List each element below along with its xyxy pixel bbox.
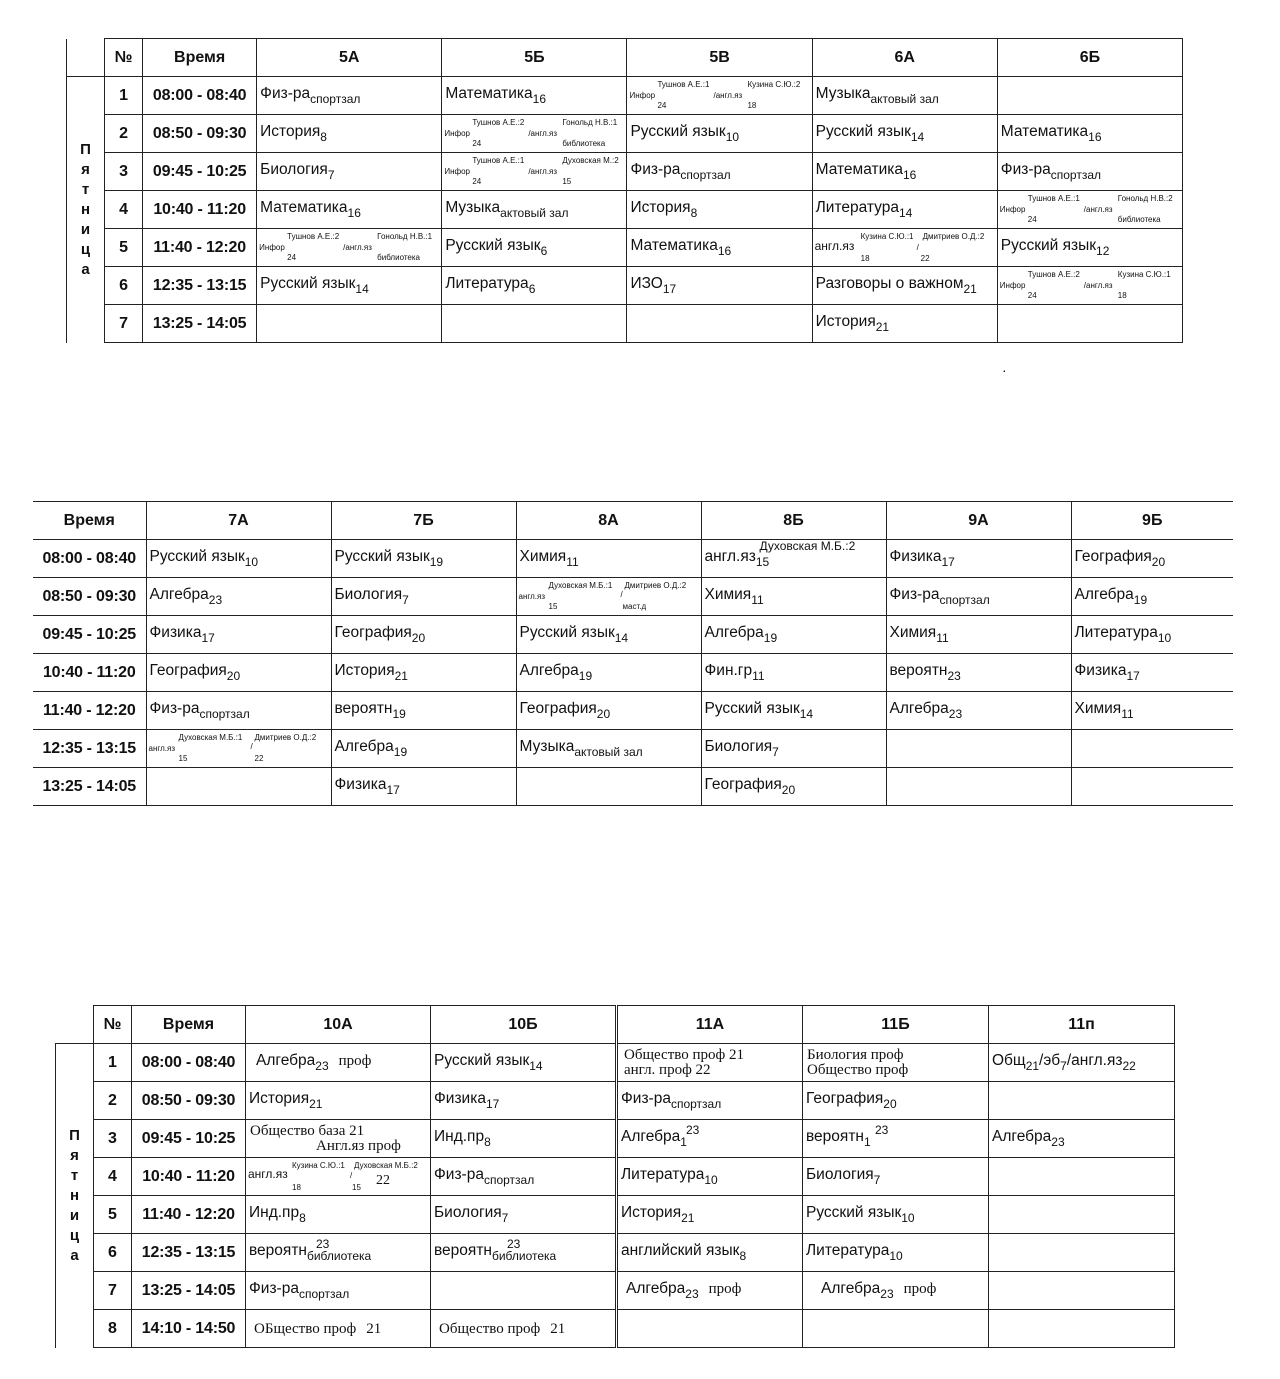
table-row [56, 1234, 1175, 1272]
split-lesson-cell: Тушнов А.Е.:2 Гонольд Н.В.:1 Инфор /англ.яз 24 библиотека [442, 115, 627, 153]
split-lesson-cell: Тушнов А.Е.:2 Гонольд Н.В.:1 Инфор /англ.яз 24 библиотека [257, 229, 442, 267]
header-row [33, 502, 1233, 540]
lesson-cell: Русский язык$_{10}$ [627, 115, 812, 153]
col-header-time: Время [132, 1006, 246, 1044]
lesson-time: 10:40 - 11:20 [132, 1158, 246, 1196]
lesson-cell: Русский язык$_{14}$ [431, 1044, 617, 1082]
col-header-time: Время [33, 502, 146, 540]
col-header-time: Время [143, 39, 257, 77]
split-lesson-cell: Тушнов А.Е.:1 Гонольд Н.В.:2 Инфор /англ.яз 24 библиотека [997, 191, 1182, 229]
table-row [33, 768, 1233, 806]
split-lesson-cell: Кузина С.Ю.:1 Духовская М.Б.:2 англ.яз / 18 15 22 [246, 1158, 431, 1196]
lesson-time: 13:25 - 14:05 [143, 305, 257, 343]
lesson-cell: История$_8$ [627, 191, 812, 229]
lesson-cell: Математика$_{16}$ [627, 229, 812, 267]
lesson-number: 7 [105, 305, 143, 343]
lesson-cell: Алгебра$_{23}$ [146, 578, 331, 616]
empty-cell [431, 1272, 617, 1310]
lesson-time: 10:40 - 11:20 [33, 654, 146, 692]
empty-cell [803, 1310, 989, 1348]
empty-cell [997, 305, 1182, 343]
table-row [67, 267, 1183, 305]
lesson-cell: Физ-$ра_{спортзал}$ [617, 1082, 803, 1120]
lesson-cell: Биология проф Общество проф [803, 1044, 989, 1082]
lesson-cell: Математика$_{16}$ [997, 115, 1182, 153]
lesson-cell: Физика$_{17}$ [886, 540, 1071, 578]
lesson-cell: Русский язык$_{14}$ [257, 267, 442, 305]
empty-cell [257, 305, 442, 343]
split-lesson-cell: Тушнов А.Е.:2 Кузина С.Ю.:1 Инфор /англ.яз 24 18 [997, 267, 1182, 305]
lesson-cell: Физ-$ра_{спортзал}$ [997, 153, 1182, 191]
empty-cell [989, 1234, 1175, 1272]
lesson-cell: Биология$_7$ [431, 1196, 617, 1234]
lesson-cell: Музыка$_{актовый зал}$ [442, 191, 627, 229]
lesson-cell: Русский язык$_{14}$ [812, 115, 997, 153]
lesson-cell: Русский язык$_{14}$ [516, 616, 701, 654]
table-row [67, 191, 1183, 229]
empty-cell [1071, 730, 1233, 768]
col-header-11b: 11Б [803, 1006, 989, 1044]
lesson-time: 13:25 - 14:05 [33, 768, 146, 806]
lesson-cell: Химия$_{11}$ [516, 540, 701, 578]
table-row [56, 1044, 1175, 1082]
col-header-10a: 10А [246, 1006, 431, 1044]
lesson-number: 6 [105, 267, 143, 305]
lesson-time: 08:00 - 08:40 [33, 540, 146, 578]
lesson-cell: Физика$_{17}$ [431, 1082, 617, 1120]
lesson-time: 08:00 - 08:40 [143, 77, 257, 115]
lesson-cell: Физ-$ра_{спортзал}$ [257, 77, 442, 115]
table-row [67, 305, 1183, 343]
col-header-6b: 6Б [997, 39, 1182, 77]
lesson-time: 09:45 - 10:25 [132, 1120, 246, 1158]
lesson-time: 12:35 - 13:15 [143, 267, 257, 305]
lesson-cell: Биология$_7$ [803, 1158, 989, 1196]
header-row [56, 1006, 1175, 1044]
lesson-time: 12:35 - 13:15 [33, 730, 146, 768]
empty-cell [997, 77, 1182, 115]
lesson-cell: 23 вероятн$_{библиотека}$ [431, 1234, 617, 1272]
lesson-number: 5 [105, 229, 143, 267]
lesson-time: 12:35 - 13:15 [132, 1234, 246, 1272]
lesson-number: 4 [94, 1158, 132, 1196]
table-row [67, 229, 1183, 267]
empty-cell [442, 305, 627, 343]
lesson-cell: География$_{20}$ [803, 1082, 989, 1120]
lesson-cell: Алгебра$_{23}$ проф [617, 1272, 803, 1310]
col-header-8a: 8А [516, 502, 701, 540]
lesson-cell: Математика$_{16}$ [812, 153, 997, 191]
lesson-cell: Русский язык$_{12}$ [997, 229, 1182, 267]
day-label: П я т н и ц а [67, 77, 105, 343]
table-row [33, 654, 1233, 692]
empty-cell [617, 1310, 803, 1348]
lesson-cell: Математика$_{16}$ [442, 77, 627, 115]
lesson-number: 2 [105, 115, 143, 153]
lesson-cell: Духовская М.Б.:2 $англ.яз_{15}$ [701, 540, 886, 578]
lesson-cell: Разговоры о важном$_{21}$ [812, 267, 997, 305]
lesson-cell: Физ-$ра_{спортзал}$ [886, 578, 1071, 616]
lesson-cell: Литература$_6$ [442, 267, 627, 305]
table-row [56, 1196, 1175, 1234]
lesson-cell: Алгебра$_{23}$ [886, 692, 1071, 730]
col-header-5a: 5А [257, 39, 442, 77]
lesson-cell: Общество проф 21 англ. проф 22 [617, 1044, 803, 1082]
lesson-cell: География$_{20}$ [701, 768, 886, 806]
col-header-5b: 5Б [442, 39, 627, 77]
col-header-num: № [94, 1006, 132, 1044]
lesson-cell: вероятн$_{23}$ [886, 654, 1071, 692]
lesson-cell: История$_{21}$ [812, 305, 997, 343]
empty-cell [146, 768, 331, 806]
lesson-cell: География$_{20}$ [331, 616, 516, 654]
lesson-cell: 23 вероятн$_{библиотека}$ [246, 1234, 431, 1272]
empty-cell [989, 1272, 1175, 1310]
table-row [67, 77, 1183, 115]
lesson-cell: Литература$_{10}$ [617, 1158, 803, 1196]
lesson-cell: Физ-$ра_{спортзал}$ [246, 1272, 431, 1310]
lesson-number: 1 [105, 77, 143, 115]
table-row [56, 1310, 1175, 1348]
lesson-cell: Музыка$_{актовый зал}$ [812, 77, 997, 115]
lesson-number: 5 [94, 1196, 132, 1234]
lesson-number: 6 [94, 1234, 132, 1272]
empty-cell [989, 1158, 1175, 1196]
lesson-number: 3 [94, 1120, 132, 1158]
lesson-number: 2 [94, 1082, 132, 1120]
lesson-cell: Литература$_{14}$ [812, 191, 997, 229]
lesson-cell: Алгебра$_{23}$ проф [803, 1272, 989, 1310]
lesson-time: 08:00 - 08:40 [132, 1044, 246, 1082]
lesson-cell: Физ-$ра_{спортзал}$ [146, 692, 331, 730]
lesson-cell: Русский язык$_6$ [442, 229, 627, 267]
lesson-time: 09:45 - 10:25 [143, 153, 257, 191]
lesson-cell: Химия$_{11}$ [886, 616, 1071, 654]
lesson-cell: Литература$_{10}$ [1071, 616, 1233, 654]
lesson-cell: Алгебра$_{19}$ [1071, 578, 1233, 616]
col-header-10b: 10Б [431, 1006, 617, 1044]
lesson-cell: Физика$_{17}$ [146, 616, 331, 654]
lesson-cell: География$_{20}$ [146, 654, 331, 692]
col-header-5v: 5В [627, 39, 812, 77]
col-header-num: № [105, 39, 143, 77]
lesson-cell: Алгебра$_{19}$ [516, 654, 701, 692]
col-header-7b: 7Б [331, 502, 516, 540]
lesson-cell: История$_8$ [257, 115, 442, 153]
empty-cell [1071, 768, 1233, 806]
empty-cell [989, 1082, 1175, 1120]
lesson-cell: $Инд.пр_8$ [246, 1196, 431, 1234]
empty-cell [516, 768, 701, 806]
lesson-time: 11:40 - 12:20 [33, 692, 146, 730]
col-header-11p: 11п [989, 1006, 1175, 1044]
lesson-cell: История$_{21}$ [246, 1082, 431, 1120]
lesson-number: 1 [94, 1044, 132, 1082]
lesson-cell: $Общ_{21}/эб_7/англ.яз_{22}$ [989, 1044, 1175, 1082]
lesson-cell: Химия$_{11}$ [1071, 692, 1233, 730]
lesson-cell: Алгебра$_{19}$ [331, 730, 516, 768]
lesson-cell: Общество база 21 Англ.яз проф [246, 1120, 431, 1158]
lesson-cell: География$_{20}$ [1071, 540, 1233, 578]
split-lesson-cell: Кузина С.Ю.:1 Дмитриев О.Д.:2 англ.яз / 18 22 [812, 229, 997, 267]
lesson-cell: Алгебра$_{23}$ [989, 1120, 1175, 1158]
lesson-cell: Литература$_{10}$ [803, 1234, 989, 1272]
empty-cell [989, 1310, 1175, 1348]
lesson-time: 11:40 - 12:20 [143, 229, 257, 267]
split-lesson-cell: Тушнов А.Е.:1 Духовская М.:2 Инфор /англ.яз 24 15 [442, 153, 627, 191]
lesson-cell: $ИЗО_{17}$ [627, 267, 812, 305]
table-row [33, 616, 1233, 654]
lesson-cell: Русский язык$_{10}$ [803, 1196, 989, 1234]
lesson-cell: Алгебра$_{19}$ [701, 616, 886, 654]
col-header-9b: 9Б [1071, 502, 1233, 540]
lesson-cell: Русский язык$_{10}$ [146, 540, 331, 578]
split-lesson-cell: Духовская М.Б.:1 Дмитриев О.Д.:2 англ.яз / 15 22 [146, 730, 331, 768]
lesson-cell: $Фин.гр_{11}$ [701, 654, 886, 692]
lesson-cell: История$_{21}$ [331, 654, 516, 692]
lesson-time: 11:40 - 12:20 [132, 1196, 246, 1234]
corner-cell [56, 1006, 94, 1044]
lesson-cell: Математика$_{16}$ [257, 191, 442, 229]
col-header-9a: 9А [886, 502, 1071, 540]
lesson-time: 08:50 - 09:30 [143, 115, 257, 153]
empty-cell [886, 768, 1071, 806]
schedule-table-grades-5-6 [66, 38, 1183, 343]
lesson-cell: Алгебра$_{23}$ проф [246, 1044, 431, 1082]
lesson-time: 08:50 - 09:30 [132, 1082, 246, 1120]
empty-cell [989, 1196, 1175, 1234]
schedule-table-grades-7-9 [33, 501, 1233, 806]
lesson-time: 14:10 - 14:50 [132, 1310, 246, 1348]
lesson-number: 4 [105, 191, 143, 229]
empty-cell [886, 730, 1071, 768]
lesson-cell: Физика$_{17}$ [1071, 654, 1233, 692]
lesson-cell: Физика$_{17}$ [331, 768, 516, 806]
day-label: П я т н и ц а [56, 1044, 94, 1348]
lesson-time: 13:25 - 14:05 [132, 1272, 246, 1310]
table-row [33, 540, 1233, 578]
schedule-table-grades-10-11 [55, 1005, 1175, 1348]
lesson-time: 10:40 - 11:20 [143, 191, 257, 229]
empty-cell [627, 305, 812, 343]
table-row [67, 115, 1183, 153]
lesson-cell: Музыка$_{актовый зал}$ [516, 730, 701, 768]
lesson-cell: Биология$_7$ [331, 578, 516, 616]
lesson-cell: $Инд.пр_8$ [431, 1120, 617, 1158]
lesson-cell: Русский язык$_{19}$ [331, 540, 516, 578]
corner-cell [67, 39, 105, 77]
lesson-cell: Физ-$ра_{спортзал}$ [627, 153, 812, 191]
lesson-cell: Химия$_{11}$ [701, 578, 886, 616]
table-row [33, 730, 1233, 768]
lesson-cell: Биология$_7$ [257, 153, 442, 191]
split-lesson-cell: Тушнов А.Е.:1 Кузина С.Ю.:2 Инфор /англ.яз 24 18 [627, 77, 812, 115]
table-row [56, 1272, 1175, 1310]
lesson-cell: История$_{21}$ [617, 1196, 803, 1234]
table-row [67, 153, 1183, 191]
table-row [33, 578, 1233, 616]
col-header-6a: 6А [812, 39, 997, 77]
stray-dot: · [1002, 362, 1007, 378]
lesson-cell: 23 вероятн$_1$ [803, 1120, 989, 1158]
lesson-cell: 23 Алгебра$_1$ [617, 1120, 803, 1158]
lesson-time: 09:45 - 10:25 [33, 616, 146, 654]
table-row [56, 1158, 1175, 1196]
lesson-time: 08:50 - 09:30 [33, 578, 146, 616]
col-header-11a: 11А [617, 1006, 803, 1044]
lesson-cell: ОБщество проф 21 [246, 1310, 431, 1348]
lesson-cell: География$_{20}$ [516, 692, 701, 730]
table-row [56, 1082, 1175, 1120]
col-header-8b: 8Б [701, 502, 886, 540]
lesson-number: 7 [94, 1272, 132, 1310]
lesson-cell: Русский язык$_{14}$ [701, 692, 886, 730]
header-row [67, 39, 1183, 77]
lesson-cell: английский язык$_8$ [617, 1234, 803, 1272]
lesson-number: 8 [94, 1310, 132, 1348]
lesson-cell: вероятн$_{19}$ [331, 692, 516, 730]
table-row [56, 1120, 1175, 1158]
lesson-number: 3 [105, 153, 143, 191]
col-header-7a: 7А [146, 502, 331, 540]
lesson-cell: Общество проф 21 [431, 1310, 617, 1348]
lesson-cell: Биология$_7$ [701, 730, 886, 768]
lesson-cell: Физ-$ра_{спортзал}$ [431, 1158, 617, 1196]
split-lesson-cell: Духовская М.Б.:1 Дмитриев О.Д.:2 англ.яз / 15 маст.д [516, 578, 701, 616]
table-row [33, 692, 1233, 730]
